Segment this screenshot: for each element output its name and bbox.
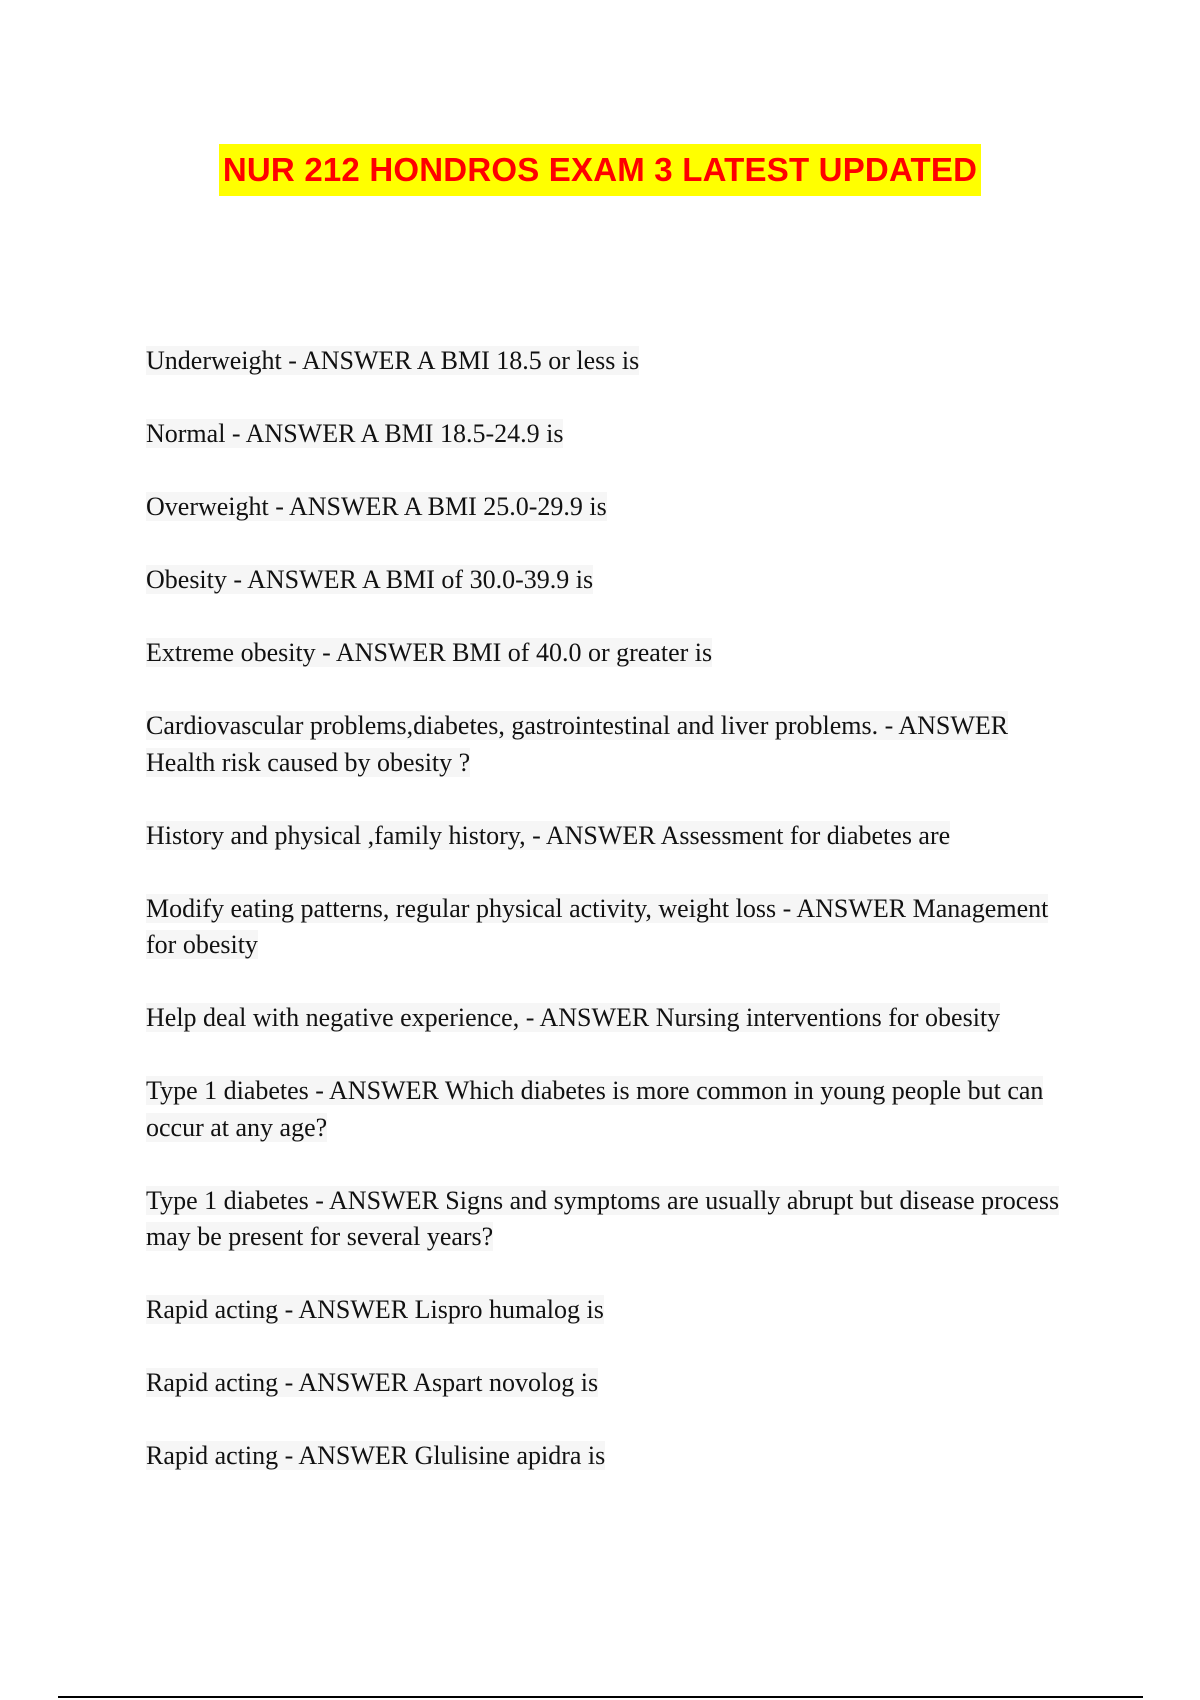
qa-text: Rapid acting - ANSWER Aspart novolog is	[146, 1368, 599, 1397]
qa-text: Overweight - ANSWER A BMI 25.0-29.9 is	[146, 492, 607, 521]
qa-item	[146, 489, 1066, 526]
qa-list	[146, 343, 1066, 1511]
qa-text: Cardiovascular problems,diabetes, gastrointestinal and liver problems. - ANSWER Health risk caused by obesity ?	[146, 711, 1009, 777]
qa-text: Obesity - ANSWER A BMI of 30.0-39.9 is	[146, 565, 594, 594]
qa-item	[146, 635, 1066, 672]
qa-item	[146, 562, 1066, 599]
page-bottom-rule	[58, 1696, 1143, 1698]
qa-item	[146, 1365, 1066, 1402]
qa-item	[146, 1292, 1066, 1329]
qa-item	[146, 1183, 1066, 1256]
qa-text: Rapid acting - ANSWER Lispro humalog is	[146, 1295, 604, 1324]
qa-text: Modify eating patterns, regular physical activity, weight loss - ANSWER Management for obesity	[146, 893, 1049, 959]
qa-text: Help deal with negative experience, - ANSWER Nursing interventions for obesity	[146, 1003, 1001, 1032]
qa-text: Extreme obesity - ANSWER BMI of 40.0 or greater is	[146, 638, 713, 667]
qa-text: Type 1 diabetes - ANSWER Signs and symptoms are usually abrupt but disease process may be present for several years?	[146, 1185, 1060, 1251]
qa-text: Type 1 diabetes - ANSWER Which diabetes is more common in young people but can occur at any age?	[146, 1076, 1044, 1142]
qa-text: History and physical ,family history, - ANSWER Assessment for diabetes are	[146, 820, 951, 850]
qa-item	[146, 343, 1066, 380]
qa-text: Underweight - ANSWER A BMI 18.5 or less is	[146, 346, 640, 375]
qa-item	[146, 818, 1066, 855]
qa-item	[146, 1438, 1066, 1475]
qa-item	[146, 416, 1066, 453]
document-title: NUR 212 HONDROS EXAM 3 LATEST UPDATED	[219, 144, 981, 196]
qa-item	[146, 891, 1066, 964]
qa-text: Normal - ANSWER A BMI 18.5-24.9 is	[146, 419, 564, 448]
qa-item	[146, 1000, 1066, 1037]
title-container	[0, 144, 1200, 196]
qa-text: Rapid acting - ANSWER Glulisine apidra is	[146, 1441, 606, 1470]
qa-item	[146, 1073, 1066, 1146]
qa-item	[146, 708, 1066, 781]
